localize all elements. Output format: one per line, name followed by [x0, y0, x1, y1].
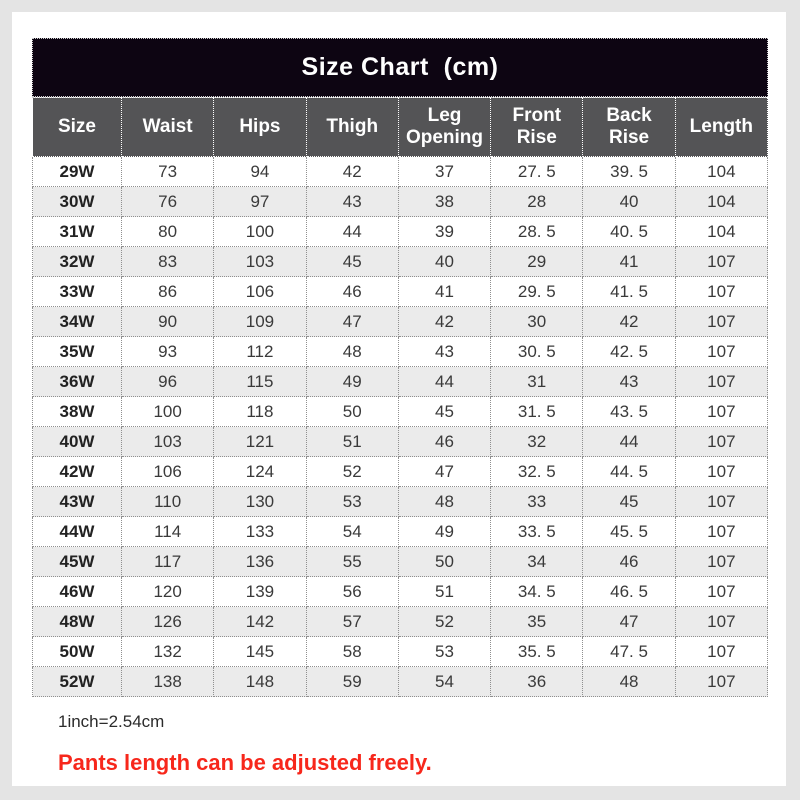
table-cell: 55: [306, 547, 398, 577]
table-cell: 107: [675, 277, 767, 307]
table-cell: 121: [214, 427, 306, 457]
column-header-back-rise: Back Rise: [583, 98, 675, 157]
table-cell: 114: [122, 517, 214, 547]
table-cell: 35: [491, 607, 583, 637]
column-header-hips: Hips: [214, 98, 306, 157]
table-cell: 50: [398, 547, 490, 577]
table-cell: 133: [214, 517, 306, 547]
table-cell: 44: [583, 427, 675, 457]
table-cell: 145: [214, 637, 306, 667]
size-cell: 44W: [33, 517, 122, 547]
table-cell: 104: [675, 217, 767, 247]
table-cell: 54: [398, 667, 490, 697]
table-cell: 34. 5: [491, 577, 583, 607]
table-cell: 33: [491, 487, 583, 517]
table-cell: 73: [122, 157, 214, 187]
table-cell: 40. 5: [583, 217, 675, 247]
table-row: [33, 547, 768, 577]
table-row: [33, 487, 768, 517]
table-cell: 86: [122, 277, 214, 307]
table-cell: 45: [306, 247, 398, 277]
table-cell: 107: [675, 517, 767, 547]
table-row: [33, 667, 768, 697]
table-cell: 120: [122, 577, 214, 607]
table-cell: 107: [675, 457, 767, 487]
table-cell: 132: [122, 637, 214, 667]
table-cell: 103: [122, 427, 214, 457]
table-cell: 117: [122, 547, 214, 577]
table-cell: 53: [398, 637, 490, 667]
size-chart-title: Size Chart (cm): [301, 53, 499, 81]
table-row: [33, 217, 768, 247]
table-header: [33, 98, 768, 157]
table-row: [33, 367, 768, 397]
page-background: [12, 12, 786, 786]
table-cell: 29: [491, 247, 583, 277]
table-row: [33, 637, 768, 667]
table-cell: 51: [306, 427, 398, 457]
size-cell: 50W: [33, 637, 122, 667]
table-cell: 47: [306, 307, 398, 337]
table-cell: 45: [583, 487, 675, 517]
table-row: [33, 517, 768, 547]
size-cell: 52W: [33, 667, 122, 697]
table-cell: 28. 5: [491, 217, 583, 247]
table-cell: 49: [398, 517, 490, 547]
table-cell: 36: [491, 667, 583, 697]
table-row: [33, 307, 768, 337]
table-cell: 34: [491, 547, 583, 577]
table-cell: 57: [306, 607, 398, 637]
size-cell: 43W: [33, 487, 122, 517]
table-row: [33, 457, 768, 487]
table-cell: 44. 5: [583, 457, 675, 487]
table-cell: 110: [122, 487, 214, 517]
size-cell: 40W: [33, 427, 122, 457]
table-cell: 50: [306, 397, 398, 427]
table-cell: 53: [306, 487, 398, 517]
table-cell: 54: [306, 517, 398, 547]
table-row: [33, 577, 768, 607]
table-cell: 43: [306, 187, 398, 217]
table-cell: 115: [214, 367, 306, 397]
table-row: [33, 337, 768, 367]
table-cell: 56: [306, 577, 398, 607]
table-cell: 39. 5: [583, 157, 675, 187]
table-cell: 107: [675, 547, 767, 577]
size-cell: 38W: [33, 397, 122, 427]
table-cell: 107: [675, 367, 767, 397]
table-cell: 32. 5: [491, 457, 583, 487]
table-cell: 27. 5: [491, 157, 583, 187]
table-cell: 100: [122, 397, 214, 427]
unit-conversion-note: 1inch=2.54cm: [58, 712, 165, 731]
size-cell: 46W: [33, 577, 122, 607]
table-row: [33, 247, 768, 277]
table-cell: 47. 5: [583, 637, 675, 667]
table-cell: 107: [675, 427, 767, 457]
table-cell: 80: [122, 217, 214, 247]
size-cell: 31W: [33, 217, 122, 247]
table-cell: 106: [214, 277, 306, 307]
table-cell: 41: [398, 277, 490, 307]
table-cell: 40: [583, 187, 675, 217]
table-cell: 107: [675, 667, 767, 697]
header-row: [33, 98, 768, 157]
column-header-waist: Waist: [122, 98, 214, 157]
table-cell: 47: [398, 457, 490, 487]
table-row: [33, 607, 768, 637]
table-cell: 31. 5: [491, 397, 583, 427]
table-cell: 83: [122, 247, 214, 277]
table-cell: 93: [122, 337, 214, 367]
table-cell: 48: [398, 487, 490, 517]
table-cell: 43: [398, 337, 490, 367]
table-cell: 100: [214, 217, 306, 247]
table-cell: 97: [214, 187, 306, 217]
table-cell: 46: [583, 547, 675, 577]
table-row: [33, 157, 768, 187]
size-chart-table: [32, 97, 768, 697]
table-cell: 44: [306, 217, 398, 247]
table-cell: 35. 5: [491, 637, 583, 667]
table-cell: 107: [675, 247, 767, 277]
table-cell: 42: [306, 157, 398, 187]
table-cell: 39: [398, 217, 490, 247]
table-cell: 52: [398, 607, 490, 637]
column-header-length: Length: [675, 98, 767, 157]
table-cell: 45: [398, 397, 490, 427]
table-cell: 118: [214, 397, 306, 427]
table-cell: 40: [398, 247, 490, 277]
column-header-size: Size: [33, 98, 122, 157]
table-cell: 42. 5: [583, 337, 675, 367]
table-cell: 148: [214, 667, 306, 697]
table-cell: 107: [675, 577, 767, 607]
table-cell: 42: [583, 307, 675, 337]
column-header-thigh: Thigh: [306, 98, 398, 157]
table-cell: 31: [491, 367, 583, 397]
table-row: [33, 397, 768, 427]
size-cell: 30W: [33, 187, 122, 217]
table-cell: 37: [398, 157, 490, 187]
table-cell: 41. 5: [583, 277, 675, 307]
table-cell: 49: [306, 367, 398, 397]
table-cell: 136: [214, 547, 306, 577]
table-row: [33, 277, 768, 307]
size-cell: 36W: [33, 367, 122, 397]
table-cell: 90: [122, 307, 214, 337]
table-cell: 28: [491, 187, 583, 217]
table-cell: 43: [583, 367, 675, 397]
table-cell: 104: [675, 157, 767, 187]
table-cell: 107: [675, 307, 767, 337]
table-cell: 104: [675, 187, 767, 217]
size-cell: 35W: [33, 337, 122, 367]
table-cell: 45. 5: [583, 517, 675, 547]
table-cell: 48: [583, 667, 675, 697]
table-cell: 46: [306, 277, 398, 307]
table-cell: 126: [122, 607, 214, 637]
column-header-front-rise: Front Rise: [491, 98, 583, 157]
table-cell: 109: [214, 307, 306, 337]
table-cell: 43. 5: [583, 397, 675, 427]
table-cell: 107: [675, 397, 767, 427]
size-cell: 32W: [33, 247, 122, 277]
size-cell: 42W: [33, 457, 122, 487]
table-cell: 52: [306, 457, 398, 487]
size-cell: 34W: [33, 307, 122, 337]
size-chart-container: [32, 38, 768, 776]
size-cell: 33W: [33, 277, 122, 307]
table-cell: 139: [214, 577, 306, 607]
column-header-leg-opening: Leg Opening: [398, 98, 490, 157]
table-cell: 48: [306, 337, 398, 367]
table-cell: 46: [398, 427, 490, 457]
table-cell: 142: [214, 607, 306, 637]
table-body: [33, 157, 768, 697]
table-cell: 42: [398, 307, 490, 337]
table-cell: 107: [675, 337, 767, 367]
table-cell: 94: [214, 157, 306, 187]
table-row: [33, 427, 768, 457]
table-cell: 59: [306, 667, 398, 697]
table-cell: 29. 5: [491, 277, 583, 307]
size-cell: 45W: [33, 547, 122, 577]
table-cell: 41: [583, 247, 675, 277]
table-row: [33, 187, 768, 217]
size-cell: 29W: [33, 157, 122, 187]
table-cell: 33. 5: [491, 517, 583, 547]
table-cell: 32: [491, 427, 583, 457]
table-cell: 46. 5: [583, 577, 675, 607]
table-cell: 124: [214, 457, 306, 487]
table-cell: 30. 5: [491, 337, 583, 367]
table-cell: 38: [398, 187, 490, 217]
table-cell: 138: [122, 667, 214, 697]
table-cell: 76: [122, 187, 214, 217]
adjustment-note: Pants length can be adjusted freely.: [58, 750, 432, 775]
size-chart-title-bar: [32, 38, 768, 97]
table-cell: 112: [214, 337, 306, 367]
table-cell: 130: [214, 487, 306, 517]
table-cell: 58: [306, 637, 398, 667]
table-cell: 96: [122, 367, 214, 397]
table-cell: 30: [491, 307, 583, 337]
table-cell: 103: [214, 247, 306, 277]
table-cell: 106: [122, 457, 214, 487]
table-cell: 107: [675, 637, 767, 667]
table-cell: 107: [675, 487, 767, 517]
table-cell: 47: [583, 607, 675, 637]
table-cell: 51: [398, 577, 490, 607]
size-cell: 48W: [33, 607, 122, 637]
table-cell: 107: [675, 607, 767, 637]
table-cell: 44: [398, 367, 490, 397]
